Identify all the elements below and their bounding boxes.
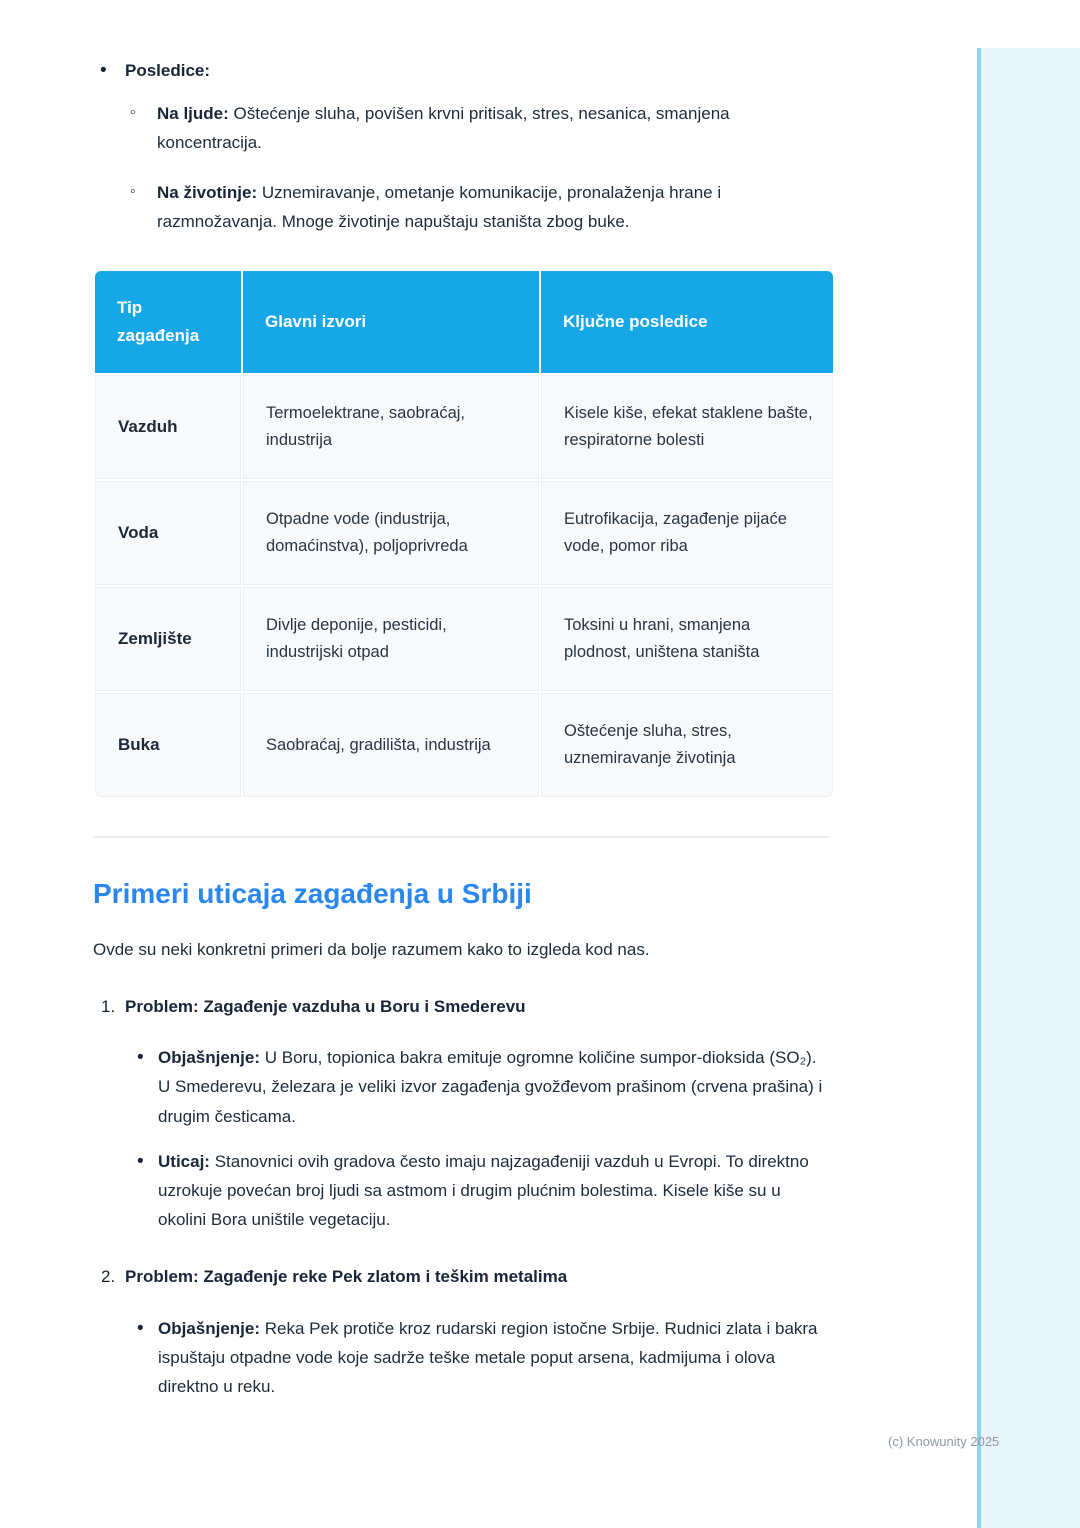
table-cell: Voda [95, 481, 241, 585]
table-cell: Toksini u hrani, smanjena plodnost, uništena staništa [541, 587, 833, 691]
table-row [95, 375, 833, 479]
table-cell: Kisele kiše, efekat staklene bašte, respiratorne bolesti [541, 375, 833, 479]
table-cell: Divlje deponije, pesticidi, industrijski otpad [243, 587, 539, 691]
consequences-title: Posledice: [125, 61, 211, 80]
point-text: Reka Pek protiče kroz rudarski region istočne Srbije. Rudnici zlata i bakra ispuštaju otpadne vode koje sadrže teške metale poput arsena, kadmijuma i olova direktno u reku. [158, 1318, 818, 1397]
point-label: Objašnjenje: [158, 1318, 261, 1338]
point-text: Stanovnici ovih gradova često imaju najzagađeniji vazduh u Evropi. To direktno uzrokuje povećan broj ljudi sa astmom i drugim plućnim bolestima. Kisele kiše su u okolini Bora uništile vegetaciju. [158, 1151, 809, 1230]
section-intro: Ovde su neki konkretni primeri da bolje razumem kako to izgleda kod nas. [93, 939, 650, 959]
section-title: Primeri uticaja zagađenja u Srbiji [93, 878, 532, 910]
table-cell: Buka [95, 693, 241, 797]
table-row [95, 693, 833, 797]
table-cell: Otpadne vode (industrija, domaćinstva), poljoprivreda [243, 481, 539, 585]
section-divider [93, 836, 829, 838]
list-item [125, 1043, 829, 1131]
problem-number: 1. [101, 996, 116, 1016]
consequences-sublist [125, 99, 829, 236]
consequences-list [93, 56, 829, 236]
list-item [125, 1147, 829, 1235]
item-label: Na ljude: [157, 104, 229, 124]
item-text: Uznemiravanje, ometanje komunikacije, pronalaženja hrane i razmnožavanja. Mnoge životinje napuštaju staništa zbog buke. [157, 182, 722, 231]
table-header-cell: Tip zagađenja [95, 271, 241, 373]
pollution-table [93, 269, 835, 799]
table-cell: Zemljište [95, 587, 241, 691]
table-header-row [95, 271, 833, 373]
point-label: Objašnjenje: [158, 1048, 261, 1068]
problem-title: Problem: Zagađenje reke Pek zlatom i teškim metalima [125, 1267, 568, 1287]
page-accent-strip [977, 48, 1080, 1528]
table-header-cell: Glavni izvori [243, 271, 539, 373]
table-cell: Saobraćaj, gradilišta, industrija [243, 693, 539, 797]
problem-title: Problem: Zagađenje vazduha u Boru i Smederevu [125, 996, 526, 1016]
problem-points [125, 1043, 829, 1234]
list-item [125, 178, 829, 236]
problem-points [125, 1314, 829, 1402]
list-item [125, 99, 829, 157]
table-cell: Vazduh [95, 375, 241, 479]
point-label: Uticaj: [158, 1151, 210, 1171]
list-item [125, 1314, 829, 1402]
problem-item-1 [93, 992, 829, 1235]
table-cell: Eutrofikacija, zagađenje pijaće vode, pomor riba [541, 481, 833, 585]
table-cell: Termoelektrane, saobraćaj, industrija [243, 375, 539, 479]
copyright-text: (c) Knowunity 2025 [888, 1434, 1000, 1449]
point-text: U Boru, topionica bakra emituje ogromne količine sumpor-dioksida (SO₂). U Smederevu, železara je veliki izvor zagađenja gvožđevom prašinom (crvena prašina) i drugim česticama. [158, 1048, 823, 1126]
table-row [95, 587, 833, 691]
table-row [95, 481, 833, 585]
item-label: Na životinje: [157, 182, 258, 202]
problem-item-2 [93, 1262, 829, 1401]
table-header-cell: Ključne posledice [541, 271, 833, 373]
item-text: Oštećenje sluha, povišen krvni pritisak, stres, nesanica, smanjena koncentracija. [157, 104, 730, 153]
list-item [93, 56, 829, 236]
document-content [93, 56, 829, 1401]
problem-number: 2. [101, 1267, 116, 1287]
table-cell: Oštećenje sluha, stres, uznemiravanje životinja [541, 693, 833, 797]
